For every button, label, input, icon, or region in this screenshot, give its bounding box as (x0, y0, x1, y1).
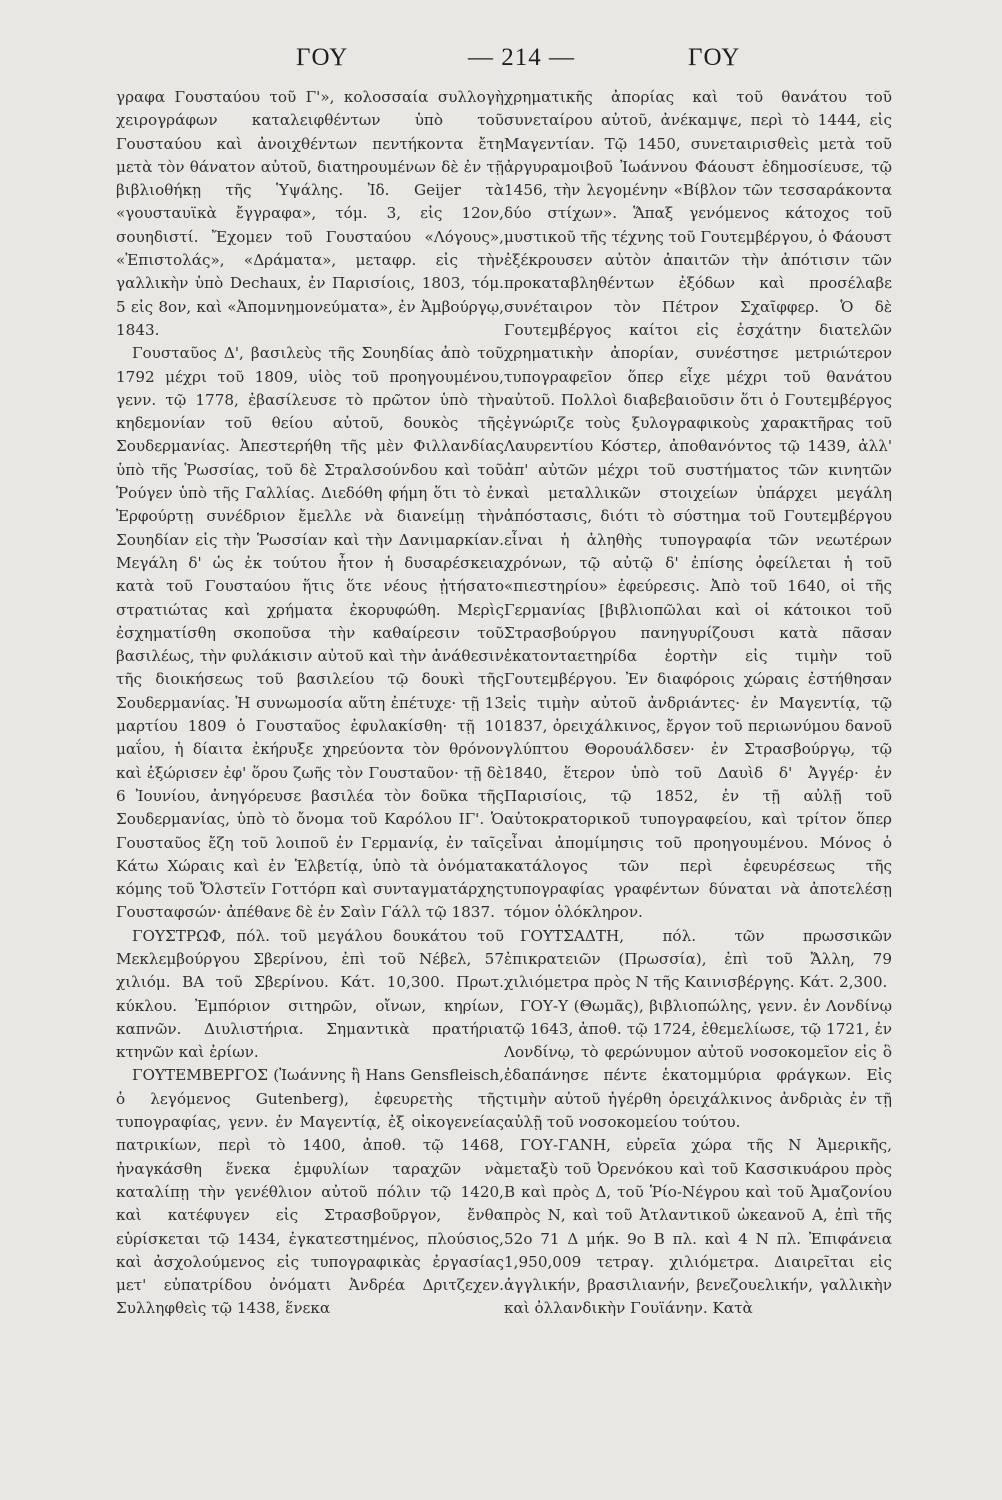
entry-continuation: γραφα Γουσταύου τοῦ Γ'», κολοσσαία συλλογὴ χειρογράφων καταλειφθέντων ὑπὸ τοῦ Γουσταύου καὶ ἀνοιχθέντων πεντήκοντα ἔτη μετὰ τὸν θάνατον αὐτοῦ, διατηρουμένων δὲ ἐν τῇ βιβλιοθήκῃ τῆς Ὑψάλης. Ἰδ. Geijer τὰ «γουσταυϊκὰ ἔγγραφα», τόμ. 3, εἰς 12ον, σουηδιστί. Ἔχομεν τοῦ Γουσταύου «Λόγους», «Ἐπιστολάς», «Δράματα», μεταφρ. εἰς τὴν γαλλικὴν ὑπὸ Dechaux, ἐν Παρισίοις, 1803, τόμ. 5 εἰς 8ον, καὶ «Ἀπομνημονεύματα», ἐν Ἀμβούργῳ, 1843. (116, 88, 504, 339)
entry-gustavus-iv: Γουσταῦος Δ', βασιλεὺς τῆς Σουηδίας ἀπὸ τοῦ 1792 μέχρι τοῦ 1809, υἱὸς τοῦ προηγουμένου, γενν. τῷ 1778, ἐβασίλευσε τὸ πρῶτον ὑπὸ τὴν κηδεμονίαν τοῦ θείου αὐτοῦ, δουκὸς τῆς Σουδερμανίας. Ἀπεστερήθη τῆς μὲν Φιλλανδίας ὑπὸ τῆς Ῥωσσίας, τοῦ δὲ Στραλσούνδου καὶ τοῦ Ῥούγεν ὑπὸ τῆς Γαλλίας. Διεδόθη φήμη ὅτι τὸ ἐν Ἐρφούρτῃ συνέδριον ἔμελλε νὰ διανείμῃ τὴν Σουηδίαν εἰς τὴν Ῥωσσίαν καὶ τὴν Δανιμαρκίαν. Μεγάλη δ' ὡς ἐκ τούτου ἦτον ἡ δυσαρέσκεια κατὰ τοῦ Γουσταύου ἥτις ὅτε νέους ᾐτήσατο στρατιώτας καὶ χρήματα ἐκορυφώθη. Μερὶς ἐσχηματίσθη σκοποῦσα τὴν καθαίρεσιν τοῦ βασιλέως, τὴν φυλάκισιν αὐτοῦ καὶ τὴν ἀνάθεσιν τῆς διοικήσεως τοῦ βασιλείου τῷ δουκὶ τῆς Σουδερμανίας. Ἡ συνωμοσία αὕτη ἐπέτυχε· τῇ 13 μαρτίου 1809 ὁ Γουσταῦος ἐφυλακίσθη· τῇ 10 μαΐου, ἡ δίαιτα ἐκήρυξε χηρεύοντα τὸν θρόνον καὶ ἐξώρισεν ἐφ' ὅρου ζωῆς τὸν Γουσταῦον· τῇ δὲ 6 Ἰουνίου, ἀνηγόρευσε βασιλέα τὸν δοῦκα τῆς Σουδερμανίας, ὑπὸ τὸ ὄνομα τοῦ Καρόλου ΙΓ'. Ὁ Γουσταῦος ἔζη τοῦ λοιποῦ ἐν Γερμανίᾳ, ἐν ταῖς Κάτω Χώραις καὶ ἐν Ἑλβετίᾳ, ὑπὸ τὰ ὀνόματα κόμης τοῦ Ὄλστεϊν Γοττόρπ καὶ συνταγματάρχης Γουσταφσών· ἀπέθανε δὲ ἐν Σαὶν Γάλλ τῷ 1837. (116, 344, 504, 922)
running-header (0, 44, 1002, 84)
entry-gutstadt: ΓΟΥΤΣΑΔΤΗ, πόλ. τῶν πρωσσικῶν ἐπικρατειῶν (Πρωσσία), ἐπὶ τοῦ Ἄλλη, 79 χιλιόμετρα πρὸς Ν τῆς Καινισβέργης. Κάτ. 2,300. (504, 926, 892, 992)
header-left-guide-word: ΓΟΥ (296, 44, 349, 71)
entry-guy: ΓΟΥ-Υ (Θωμᾶς), βιβλιοπώλης, γενν. ἐν Λονδίνῳ τῷ 1643, ἀποθ. τῷ 1724, ἐθεμελίωσε, τῷ 1721, ἐν Λονδίνῳ, τὸ φερώνυμον αὐτοῦ νοσοκομεῖον εἰς ὃ ἐδαπάνησε πέντε ἑκατομμύρια φράγκων. Εἰς τιμὴν αὐτοῦ ἠγέρθη ὀρειχάλκινος ἀνδριὰς ἐν τῇ αὐλῇ τοῦ νοσοκομείου τούτου. (504, 996, 892, 1132)
right-column (504, 86, 892, 1321)
entry-guiana: ΓΟΥ-ΓΑΝΗ, εὐρεῖα χώρα τῆς Ν Ἀμερικῆς, μεταξὺ τοῦ Ὀρενόκου καὶ τοῦ Κασσικυάρου πρὸς Β καὶ πρὸς Δ, τοῦ Ῥίο-Νέγρου καὶ τοῦ Ἀμαζονίου πρὸς Ν, καὶ τοῦ Ἀτλαντικοῦ ὠκεανοῦ Α, ἐπὶ τῆς 52ο 71 Δ μήκ. 9ο Β πλ. καὶ 4 Ν πλ. Ἐπιφάνεια 1,950,009 τετραγ. χιλιόμετρα. Διαιρεῖται εἰς ἀγγλικήν, βρασιλιανήν, βενεζουελικήν, γαλλικὴν καὶ ὀλλανδικὴν Γουϊάνην. Κατὰ (504, 1136, 892, 1318)
page-number: — 214 — (468, 44, 575, 71)
header-right-guide-word: ΓΟΥ (688, 44, 741, 71)
left-column (116, 86, 504, 1321)
entry-gutenberg: ΓΟΥΤΕΜΒΕΡΓΟΣ (Ἰωάννης ἢ Hans Gensfleisch, ὁ λεγόμενος Gutenberg), ἐφευρετὴς τῆς τυπογραφίας, γενν. ἐν Μαγεντίᾳ, ἐξ οἰκογενείας πατρικίων, περὶ τὸ 1400, ἀποθ. τῷ 1468, ἠναγκάσθη ἕνεκα ἐμφυλίων ταραχῶν νὰ καταλίπῃ τὴν γενέθλιον αὐτοῦ πόλιν τῷ 1420, καὶ κατέφυγεν εἰς Στρασβοῦργον, ἔνθα εὑρίσκεται τῷ 1434, ἐγκατεστημένος, πλούσιος, καὶ ἀσχολούμενος εἰς τυπογραφικὰς ἐργασίας μετ' εὐπατρίδου ὀνόματι Ἀνδρέα Δριτζεχεν. Συλληφθεὶς τῷ 1438, ἕνεκα (116, 1066, 504, 1318)
entry-guestrow: ΓΟΥΣΤΡΩΦ, πόλ. τοῦ μεγάλου δουκάτου τοῦ Μεκλεμβούργου Σβερίνου, ἐπὶ τοῦ Νέβελ, 57 χιλιόμ. ΒΑ τοῦ Σβερίνου. Κάτ. 10,300. Πρωτ. κύκλου. Ἐμπόριον σιτηρῶν, οἴνων, κηρίων, καπνῶν. Διυλιστήρια. Σημαντικὰ πρατήρια κτηνῶν καὶ ἐρίων. (116, 926, 504, 1062)
entry-gutenberg-continuation: χρηματικῆς ἀπορίας καὶ τοῦ θανάτου τοῦ συνεταίρου αὐτοῦ, ἀνέκαμψε, περὶ τὸ 1444, εἰς Μαγεντίαν. Τῷ 1450, συνεταιρισθεὶς μετὰ τοῦ ἀργυραμοιβοῦ Ἰωάννου Φάουστ ἐδημοσίευσε, τῷ 1456, τὴν λεγομένην «Βίβλον τῶν τεσσαράκοντα δύο στίχων». Ἅπαξ γενόμενος κάτοχος τοῦ μυστικοῦ τῆς τέχνης τοῦ Γουτεμβέργου, ὁ Φάουστ ἐξέκρουσεν αὐτὸν ἀπαιτῶν τὴν ἀπότισιν τῶν προκαταβληθέντων ἐξόδων καὶ προσέλαβε συνέταιρον τὸν Πέτρον Σχαῖφφερ. Ὁ δὲ Γουτεμβέργος καίτοι εἰς ἐσχάτην διατελῶν χρηματικὴν ἀπορίαν, συνέστησε μετριώτερον τυπογραφεῖον ὅπερ εἶχε μέχρι τοῦ θανάτου αὐτοῦ. Πολλοὶ διαβεβαιοῦσιν ὅτι ὁ Γουτεμβέργος ἐγνώριζε τοὺς ξυλογραφικοὺς χαρακτῆρας τοῦ Λαυρεντίου Κόστερ, ἀποθανόντος τῷ 1439, ἀλλ' ἀπ' αὐτῶν μέχρι τοῦ συστήματος τῶν κινητῶν καὶ μεταλλικῶν στοιχείων ὑπάρχει μεγάλη ἀπόστασις, διότι τὸ σύστημα τοῦ Γουτεμβέργου εἶναι ἡ ἀληθὴς τυπογραφία τῶν νεωτέρων χρόνων, τῷ αὐτῷ δ' ἐπίσης ὀφείλεται ἡ τοῦ «πιεστηρίου» ἐφεύρεσις. Ἀπὸ τοῦ 1640, οἱ τῆς Γερμανίας [βιβλιοπῶλαι καὶ οἱ κάτοικοι τοῦ Στρασβούργου πανηγυρίζουσι κατὰ πᾶσαν ἑκατονταετηρίδα ἑορτὴν εἰς τιμὴν τοῦ Γουτεμβέργου. Ἐν διαφόροις χώραις ἐστήθησαν εἰς τιμὴν αὐτοῦ ἀνδριάντες· ἐν Μαγεντίᾳ, τῷ 1837, ὀρειχάλκινος, ἔργον τοῦ περιωνύμου δανοῦ γλύπτου Θορουάλδσεν· ἐν Στρασβούργῳ, τῷ 1840, ἕτερον ὑπὸ τοῦ Δαυὶδ δ' Ἀγγέρ· ἐν Παρισίοις, τῷ 1852, ἐν τῇ αὐλῇ τοῦ αὐτοκρατορικοῦ τυπογραφείου, καὶ τρίτον ὅπερ εἶναι ἀπομίμησις τοῦ προηγουμένου. Μόνος ὁ κατάλογος τῶν περὶ ἐφευρέσεως τῆς τυπογραφίας γραφέντων δύναται νὰ ἀποτελέσῃ τόμον ὁλόκληρον. (504, 88, 892, 922)
